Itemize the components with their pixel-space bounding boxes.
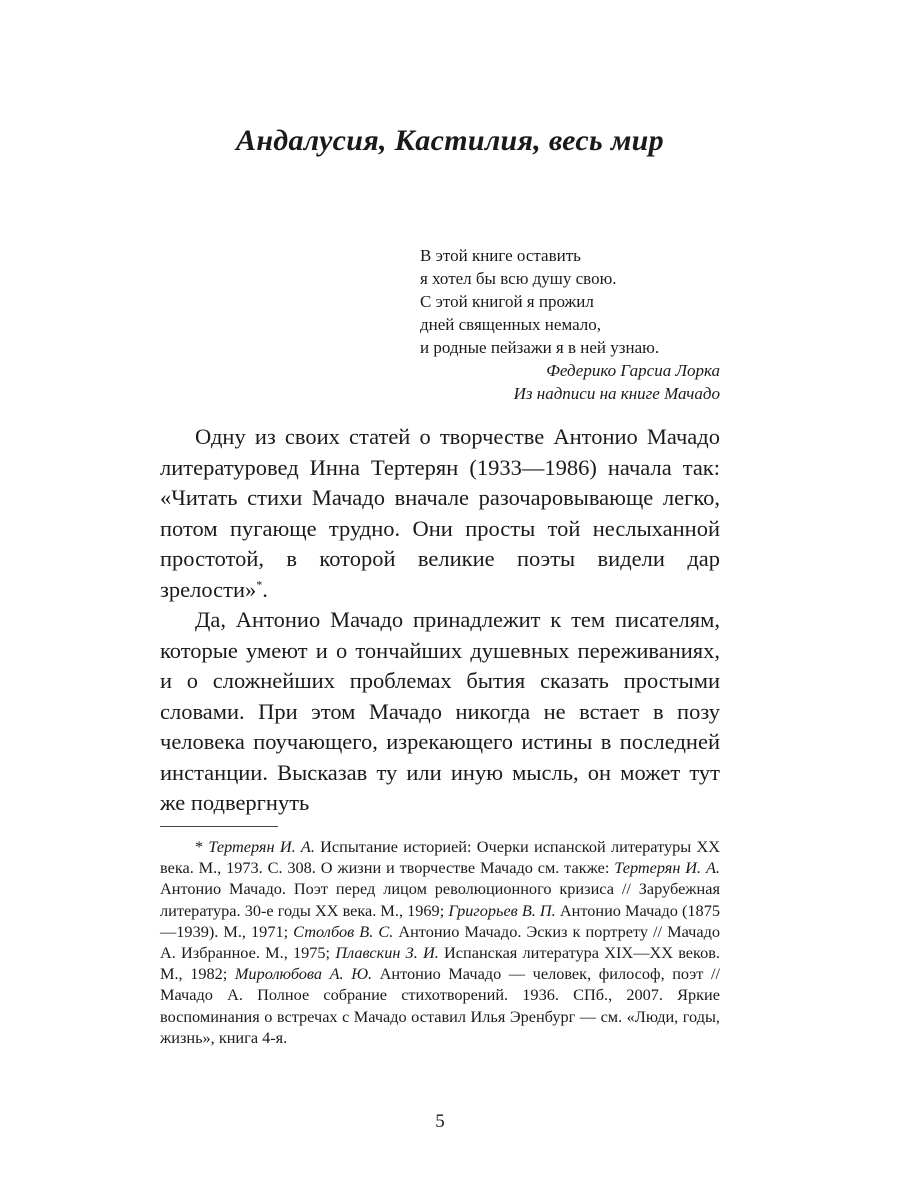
footnote-text: Антонио Мачадо. Эскиз к портрету // Мачадо А. Избранное. М., 1975; [160,921,720,963]
footnote [160,836,720,1048]
footnote-divider [160,826,278,827]
epigraph-author: Федерико Гарсиа Лорка [546,361,720,380]
paragraph-end: . [262,576,268,602]
chapter-title: Андалусия, Кастилия, весь мир [236,124,664,157]
epigraph [420,244,720,405]
footnote-text: Антонио Мачадо (1875—1939). М., 1971; [160,900,720,941]
footnote-author: Тертерян И. А. [208,837,315,856]
footnote-author: Миролюбова А. Ю. [234,964,373,984]
epigraph-source: Из надписи на книге Мачадо [513,384,720,403]
footnote-text: Антонио Мачадо — человек, философ, поэт // Мачадо А. Полное собрание стихотворений. 1936. СПб., 2007. Яркие воспоминания о встречах с Мачадо оставил Илья Эренбург — см. «Люди, годы, жизнь», книга 4-я. [160,964,721,1047]
footnote-author: Тертерян И. А. [614,858,720,878]
footnote-text: Испытание историей: Очерки испанской литературы XX века. М., 1973. С. 308. О жизни и творчестве Мачадо см. также: [160,837,720,878]
footnote-mark: * [195,837,204,856]
epigraph-line: С этой книгой я прожил [420,292,594,311]
main-text [160,422,720,819]
page-number: 5 [435,1111,445,1132]
epigraph-line: дней священных немало, [420,315,602,334]
footnote-text: Антонио Мачадо. Поэт перед лицом революционного кризиса // Зарубежная литература. 30-е годы XX века. М., 1969; [160,879,720,920]
paragraph: Да, Антонио Мачадо принадлежит к тем писателям, которые умеют и о тончайших душевных переживаниях, и о сложнейших проблемах бытия сказать простыми словами. При этом Мачадо никогда не встает в позу человека поучающего, изрекающего истины в последней инстанции. Высказав ту или иную мысль, он может тут же подвергнуть [160,607,720,815]
footnote-text: Испанская литература XIX—XX веков. М., 1982; [160,943,721,984]
paragraph [160,422,720,605]
paragraph-text: Одну из своих статей о творчестве Антонио Мачадо литературовед Инна Тертерян (1933—1986) начала так: «Читать стихи Мачадо вначале разочаровывающе легко, потом пугающе трудно. Они просты той неслыханной простотой, в которой великие поэты видели дар зрелости» [160,424,720,602]
footnote-marker[interactable]: * [256,577,263,591]
epigraph-line: В этой книге оставить [420,246,581,265]
epigraph-line: и родные пейзажи я в ней узнаю. [420,338,660,357]
footnote-author: Плавскин З. И. [335,943,439,963]
footnote-author: Столбов В. С. [293,921,394,941]
footnote-author: Григорьев В. П. [448,900,556,920]
epigraph-line: я хотел бы всю душу свою. [420,269,617,288]
